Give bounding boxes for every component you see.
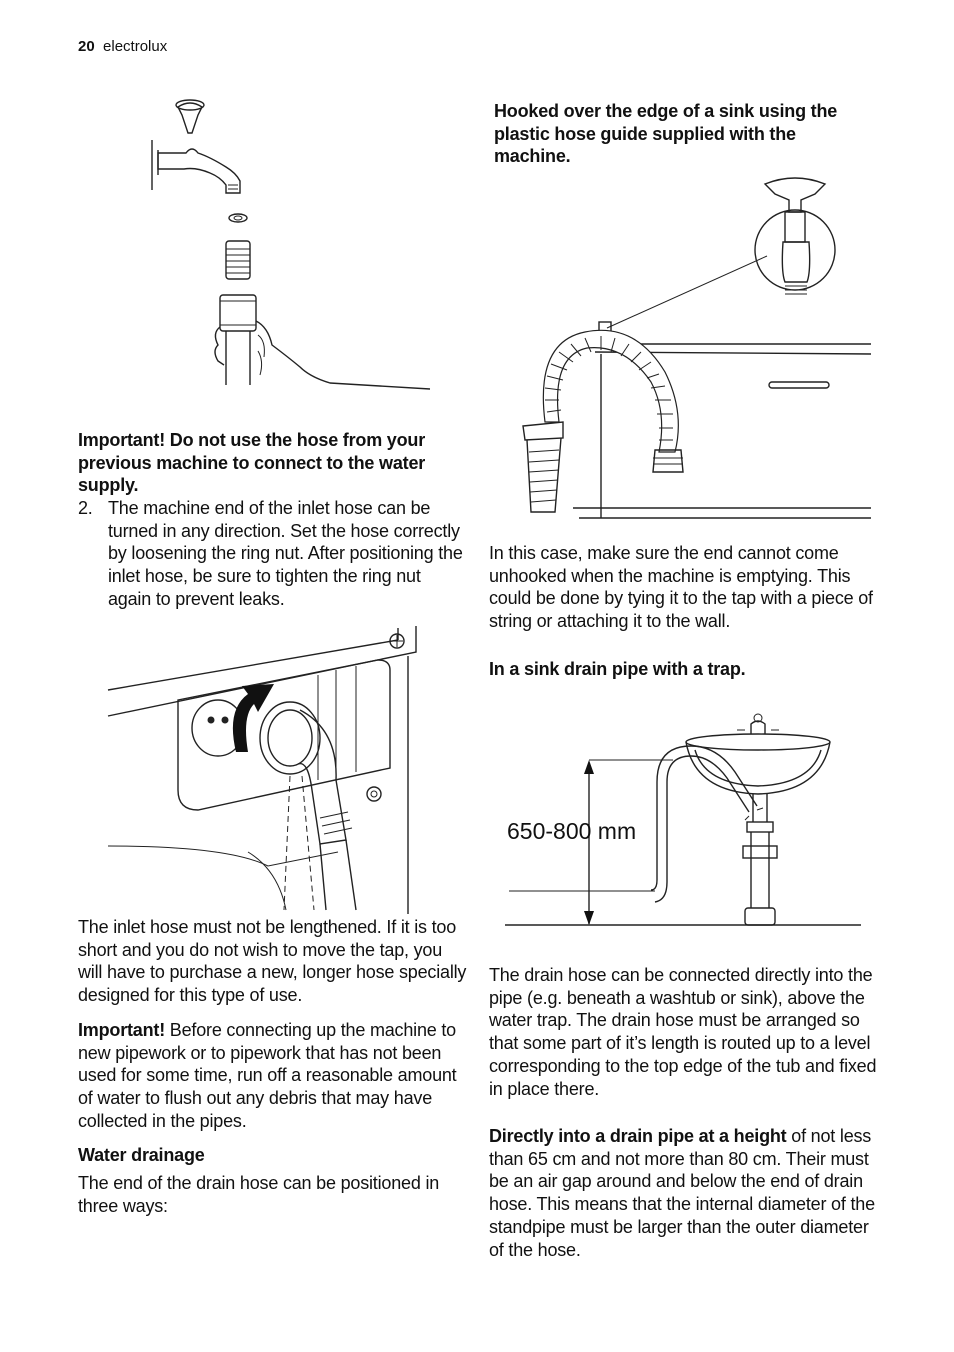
page-number: 20 xyxy=(78,38,95,55)
drain-pipe-label: Directly into a drain pipe at a height xyxy=(489,1126,787,1146)
important-flush-text: Before connecting up the machine to new pipework or to pipework that has not been used for some time, run off a reasonable amount of water to flush out any debris that may have collected in the pipes. xyxy=(78,1020,457,1131)
tap-inlet-hose-illustration xyxy=(140,95,440,395)
sink-hose-guide-illustration xyxy=(515,172,875,522)
inlet-hose-length-text: The inlet hose must not be lengthened. If it is too short and you do not wish to move the tap, you will have to purchase a new, longer hose specially designed for this type of use. xyxy=(78,917,467,1006)
important-note-flush-pipes xyxy=(78,1019,468,1133)
important-label: Important! xyxy=(78,1020,165,1040)
sink-trap-heading: In a sink drain pipe with a trap. xyxy=(489,659,746,679)
step-number: 2. xyxy=(78,498,93,518)
brand-name: electrolux xyxy=(103,38,168,55)
drain-pipe-paragraph xyxy=(489,1125,879,1261)
drain-pipe-text: of not less than 65 cm and not more than 80 cm. Their must be an air gap around and below the end of drain hose. This means that the internal diameter of the standpipe must be larger than the outer diameter of the hose. xyxy=(489,1126,875,1260)
water-drainage-text: The end of the drain hose can be positioned in three ways: xyxy=(78,1173,440,1216)
step-2-text: The machine end of the inlet hose can be turned in any direction. Set the hose correctly by loosening the ring nut. After positioning the inlet hose, be sure to tighten the ring nut again to prevent leaks. xyxy=(108,498,463,609)
dimension-label: 650-800 mm xyxy=(507,818,637,844)
water-drainage-heading: Water drainage xyxy=(78,1145,205,1165)
important-note-old-hose: Important! Do not use the hose from your previous machine to connect to the water supply. xyxy=(78,430,426,496)
sink-hook-text: In this case, make sure the end cannot come unhooked when the machine is emptying. This could be done by tying it to the tap with a piece of string or attaching it to the wall. xyxy=(489,543,873,632)
machine-inlet-connection-illustration xyxy=(108,620,423,915)
sink-hook-heading: Hooked over the edge of a sink using the plastic hose guide supplied with the machine. xyxy=(494,101,838,167)
sink-trap-text: The drain hose can be connected directly into the pipe (e.g. beneath a washtub or sink), above the water trap. The drain hose must be arranged so that some part of it’s length is routed up to a level corresponding to the top edge of the tub and fixed in place there. xyxy=(489,965,877,1099)
page-header xyxy=(78,38,167,55)
